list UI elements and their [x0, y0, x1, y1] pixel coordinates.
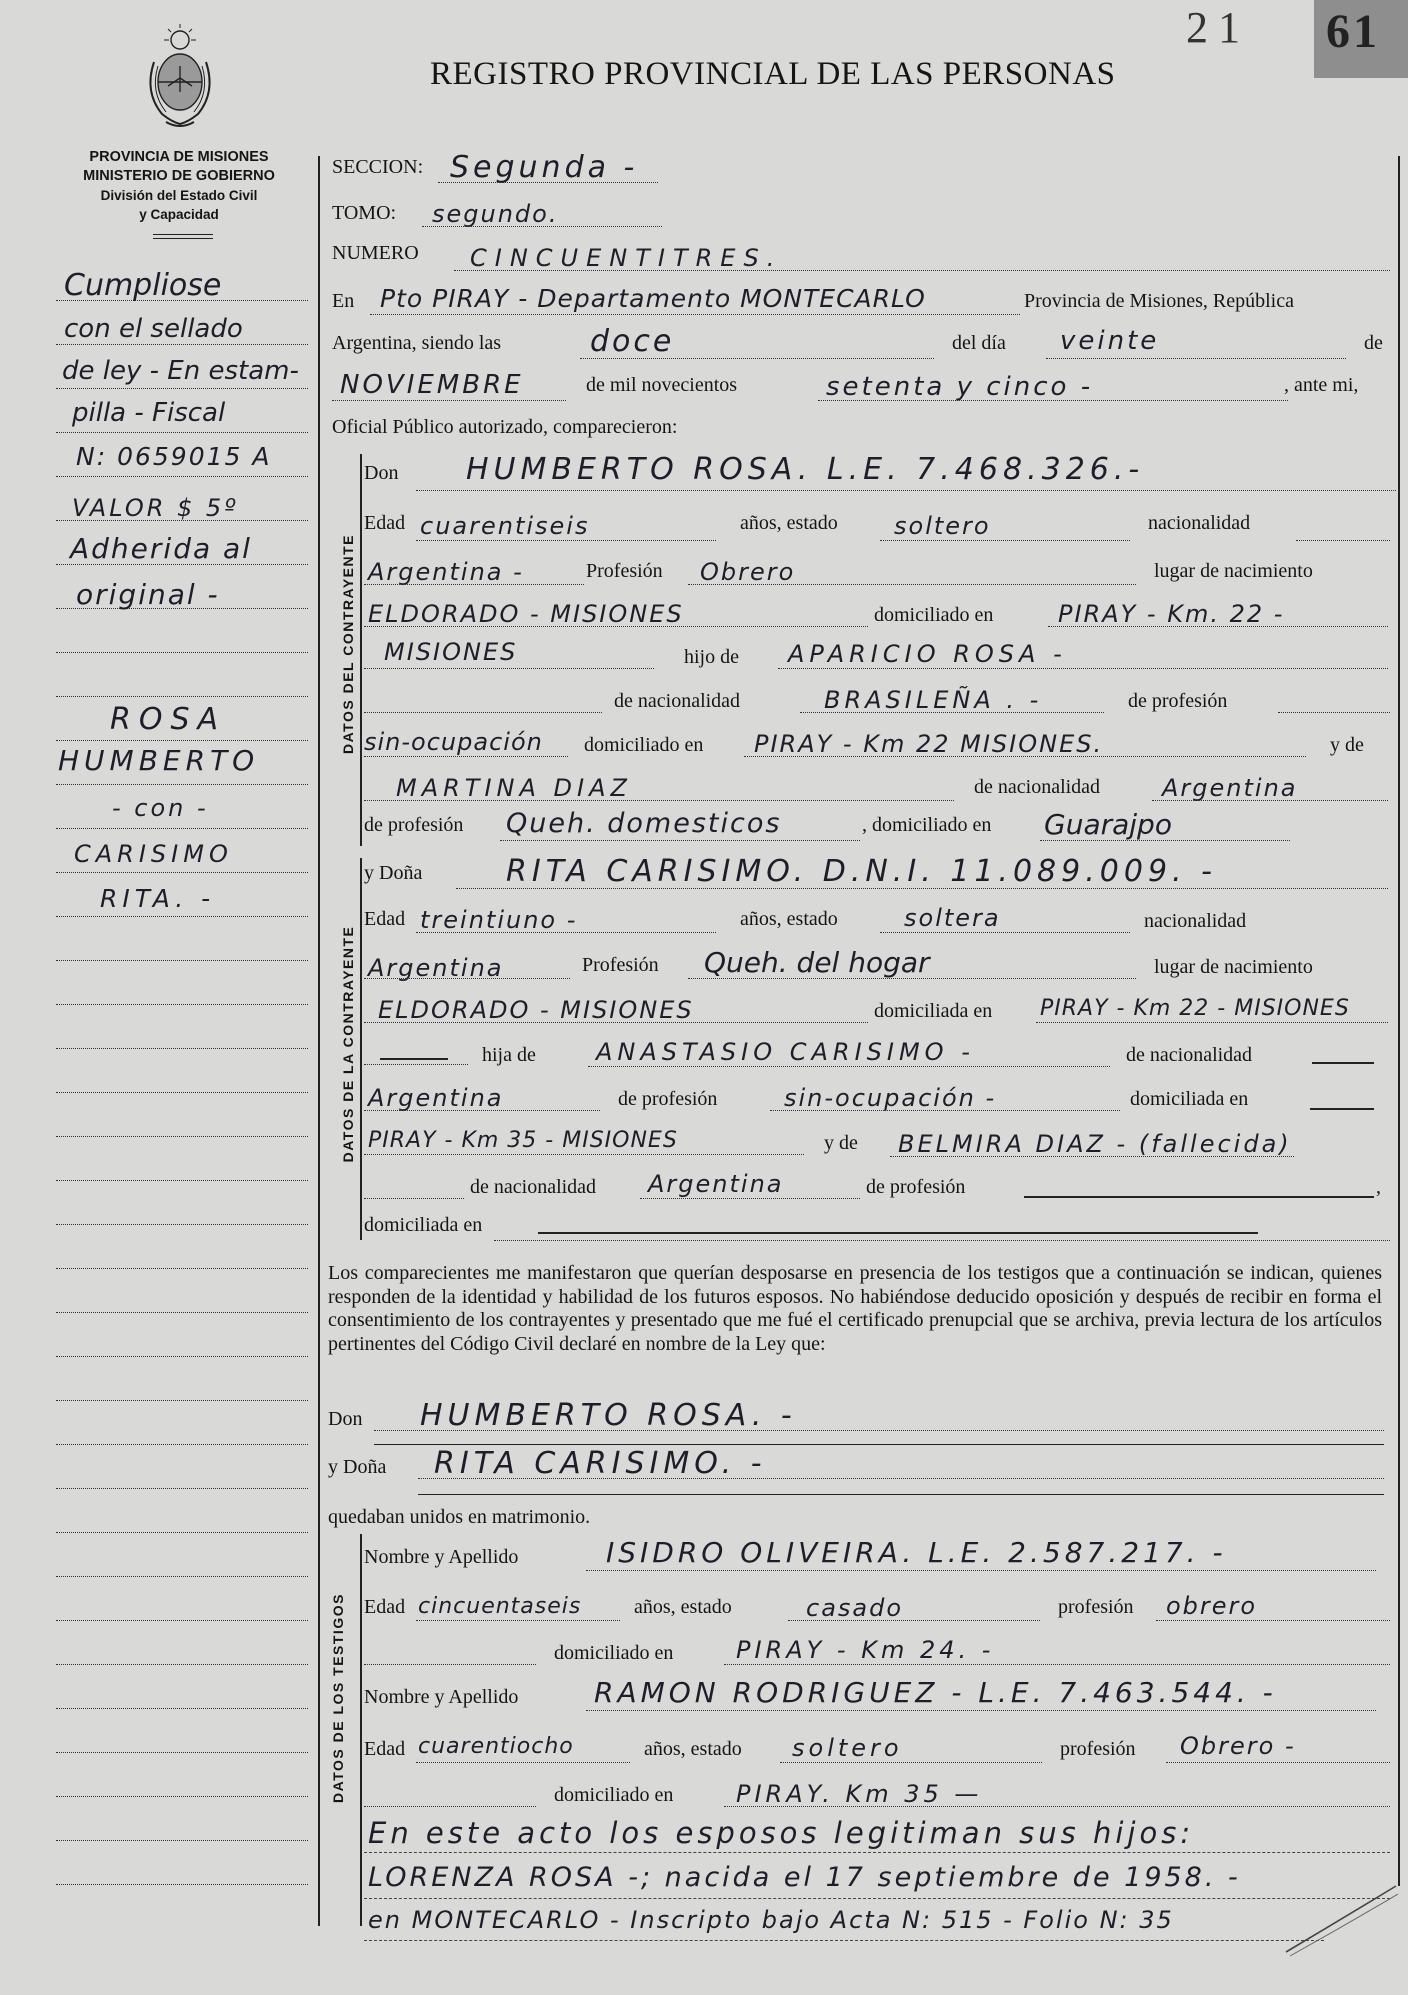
- declaration-text: Los comparecientes me manifestaron que querían desposarse en presencia de los testigos que a continuación se indican, quienes responden de la identidad y habilidad de los futuros esposos. No habiéndose deducido oposición y después de recibir en forma el consentimiento de los contrayentes y presentado que me fué el certificado prenupcial que se archiva, previa lectura de los artículos pertinentes del Código Civil declaré en nombre de la Ley que:: [328, 1262, 1382, 1355]
- anios-label: años, estado: [634, 1596, 732, 1618]
- lugar-value: Pto PIRAY - Departamento MONTECARLO: [380, 284, 926, 313]
- testigo-2-dom: PIRAY. Km 35 —: [736, 1780, 983, 1808]
- contrayenta-edad: treintiuno -: [420, 906, 578, 934]
- contrayenta-domicilio: PIRAY - Km 22 - MISIONES: [1040, 996, 1350, 1021]
- division-name: División del Estado Civil: [100, 188, 258, 203]
- contrayenta-madre: BELMIRA DIAZ - (fallecida): [898, 1130, 1292, 1158]
- profesion-label: Profesión: [582, 954, 659, 976]
- edad-label: Edad: [364, 512, 406, 534]
- contrayenta-padre: ANASTASIO CARISIMO -: [596, 1038, 975, 1066]
- contrayenta-padre-nac: Argentina: [368, 1084, 504, 1112]
- contrayenta-bracket: [360, 858, 362, 1240]
- don-label: Don: [364, 462, 399, 484]
- testigos-side-label: DATOS DE LOS TESTIGOS: [330, 1593, 346, 1803]
- contrayente-domicilio: PIRAY - Km. 22 -: [1058, 600, 1285, 628]
- y-de-label: y de: [1330, 734, 1364, 756]
- testigo-2-edad: cuarentiocho: [418, 1734, 574, 1759]
- don-label: Don: [328, 1408, 363, 1430]
- madre-prof-label: de profesión: [866, 1176, 966, 1198]
- tomo-label: TOMO:: [332, 202, 397, 224]
- dia-value: veinte: [1060, 326, 1160, 356]
- blank-line: [380, 1058, 448, 1060]
- blank-line: [1310, 1108, 1374, 1110]
- esposo-name: HUMBERTO ROSA. -: [420, 1398, 797, 1433]
- margin-note-line: N: 0659015 A: [76, 442, 272, 471]
- right-border: [1398, 156, 1400, 1886]
- profesion-label: profesión: [1060, 1738, 1136, 1760]
- margin-note-line: RITA. -: [100, 884, 216, 913]
- testigo-1-edad: cincuentaseis: [418, 1594, 582, 1619]
- argentina-label: Argentina, siendo las: [332, 332, 502, 354]
- page-number-stamp-text: 61: [1326, 5, 1380, 58]
- seccion-label: SECCION:: [332, 156, 424, 178]
- divider: [153, 234, 213, 235]
- anio-label: de mil novecientos: [586, 374, 738, 396]
- contrayenta-nacionalidad: Argentina: [368, 954, 504, 982]
- domiciliada-label: domiciliada en: [874, 1000, 993, 1022]
- dom-final-label: domiciliada en: [364, 1214, 483, 1236]
- contrayenta-lugar-nac: ELDORADO - MISIONES: [378, 996, 694, 1024]
- nacionalidad-label: nacionalidad: [1144, 910, 1247, 932]
- contrayenta-madre-nac: Argentina: [648, 1170, 784, 1198]
- numero-value: CINCUENTITRES.: [470, 244, 783, 272]
- comma: ,: [1376, 1176, 1381, 1198]
- oficial-label: Oficial Público autorizado, comparecieron:: [332, 416, 678, 438]
- anio-value: setenta y cinco -: [826, 372, 1094, 402]
- esposa-name: RITA CARISIMO. -: [434, 1446, 767, 1481]
- madre-dom-label: , domiciliado en: [862, 814, 992, 836]
- contrayente-madre-prof: Queh. domesticos: [506, 808, 782, 839]
- tomo-value: segundo.: [432, 200, 559, 228]
- division-sub: y Capacidad: [139, 207, 219, 222]
- rule: [374, 1444, 1384, 1445]
- margin-note-line: original -: [76, 578, 220, 611]
- testigo-2-estado: soltero: [792, 1734, 903, 1762]
- testigo-1-name: ISIDRO OLIVEIRA. L.E. 2.587.217. -: [606, 1536, 1227, 1569]
- margin-divider: [318, 156, 320, 1926]
- nacionalidad-label: nacionalidad: [1148, 512, 1251, 534]
- contrayenta-padre-prof: sin-ocupación -: [784, 1084, 997, 1112]
- contrayente-profesion: Obrero: [700, 558, 796, 586]
- contrayente-name: HUMBERTO ROSA. L.E. 7.468.326.-: [466, 452, 1145, 487]
- contrayente-lugar-nac: ELDORADO - MISIONES: [368, 600, 684, 628]
- domiciliado-label: domiciliado en: [554, 1784, 674, 1806]
- madre-prof-label: de profesión: [364, 814, 464, 836]
- unidos-text: quedaban unidos en matrimonio.: [328, 1506, 591, 1528]
- testigo-1-estado: casado: [806, 1594, 904, 1622]
- issuer-block: [50, 148, 308, 224]
- lugar-nac-label: lugar de nacimiento: [1154, 560, 1313, 582]
- domiciliado-label: domiciliado en: [874, 604, 994, 626]
- contrayente-estado: soltero: [894, 512, 991, 540]
- margin-note-line: con el sellado: [64, 314, 243, 344]
- anios-label: años, estado: [740, 512, 838, 534]
- nombre-label: Nombre y Apellido: [364, 1546, 519, 1568]
- margin-note-line: VALOR $ 5º: [72, 494, 239, 522]
- de-prof-label: de profesión: [618, 1088, 718, 1110]
- anios-label: años, estado: [740, 908, 838, 930]
- contrayenta-side-label: DATOS DE LA CONTRAYENTE: [340, 925, 356, 1163]
- rule: [418, 1494, 1384, 1495]
- provincia-label: Provincia de Misiones, República: [1024, 290, 1294, 312]
- blank-line: [1312, 1062, 1374, 1064]
- contrayente-domicilio-2: MISIONES: [384, 638, 518, 666]
- profesion-label: profesión: [1058, 1596, 1134, 1618]
- contrayente-padre-prof: sin-ocupación: [364, 728, 543, 756]
- blank-line: [538, 1232, 1258, 1234]
- margin-note-line: Cumpliose: [64, 268, 222, 303]
- numero-label: NUMERO: [332, 242, 419, 264]
- contrayente-padre-dom: PIRAY - Km 22 MISIONES.: [754, 730, 1104, 758]
- province-name: PROVINCIA DE MISIONES: [89, 149, 269, 165]
- contrayenta-name: RITA CARISIMO. D.N.I. 11.089.009. -: [506, 854, 1217, 889]
- mes-value: NOVIEMBRE: [340, 370, 524, 400]
- de-label: de: [1364, 332, 1383, 354]
- padre-dom-label: domiciliada en: [1130, 1088, 1249, 1110]
- contrayenta-profesion: Queh. del hogar: [704, 946, 930, 979]
- contrayente-edad: cuarentiseis: [420, 512, 590, 540]
- divider: [153, 238, 213, 239]
- seccion-value: Segunda -: [450, 150, 639, 185]
- madre-nac-label: de nacionalidad: [974, 776, 1101, 798]
- nota-hijo: LORENZA ROSA -; nacida el 17 septiembre de 1958. -: [368, 1862, 1241, 1893]
- contrayenta-padre-dom: PIRAY - Km 35 - MISIONES: [368, 1128, 678, 1153]
- testigos-bracket: [360, 1534, 362, 1926]
- margin-note-line: HUMBERTO: [58, 744, 260, 777]
- profesion-label: Profesión: [586, 560, 663, 582]
- margin-note-line: CARISIMO: [74, 840, 233, 868]
- testigo-1-dom: PIRAY - Km 24. -: [736, 1636, 995, 1664]
- contrayente-padre: APARICIO ROSA -: [788, 640, 1067, 668]
- del-dia-label: del día: [952, 332, 1006, 354]
- nombre-label: Nombre y Apellido: [364, 1686, 519, 1708]
- contrayente-madre: MARTINA DIAZ: [396, 774, 632, 802]
- edad-label: Edad: [364, 908, 406, 930]
- lugar-nac-label: lugar de nacimiento: [1154, 956, 1313, 978]
- edad-label: Edad: [364, 1596, 406, 1618]
- margin-note-line: de ley - En estam-: [62, 356, 299, 386]
- y-de-label: y de: [824, 1132, 858, 1154]
- margin-note-line: ROSA: [110, 702, 227, 737]
- de-nac-label: de nacionalidad: [1126, 1044, 1253, 1066]
- anios-label: años, estado: [644, 1738, 742, 1760]
- testigo-2-name: RAMON RODRIGUEZ - L.E. 7.463.544. -: [594, 1676, 1277, 1709]
- page-title: REGISTRO PROVINCIAL DE LAS PERSONAS: [430, 56, 1116, 92]
- contrayente-padre-nac: BRASILEÑA . -: [824, 686, 1043, 714]
- coat-of-arms-icon: [138, 22, 222, 134]
- hora-value: doce: [590, 324, 675, 359]
- domiciliado-label: domiciliado en: [554, 1642, 674, 1664]
- edad-label: Edad: [364, 1738, 406, 1760]
- ante-label: , ante mi,: [1284, 374, 1359, 396]
- page-number-stamp: [1314, 0, 1408, 78]
- hijo-label: hijo de: [684, 646, 739, 668]
- en-label: En: [332, 290, 355, 312]
- de-nac-label: de nacionalidad: [614, 690, 741, 712]
- blank-line: [1024, 1196, 1374, 1198]
- contrayente-nacionalidad: Argentina -: [368, 558, 524, 586]
- contrayente-side-label: DATOS DEL CONTRAYENTE: [340, 534, 356, 755]
- dona-label: y Doña: [328, 1456, 387, 1478]
- page-number-handwritten: 21: [1186, 3, 1250, 52]
- margin-note-line: Adherida al: [70, 532, 252, 565]
- contrayenta-estado: soltera: [904, 904, 1001, 932]
- de-prof-label: de profesión: [1128, 690, 1228, 712]
- contrayente-bracket: [360, 454, 362, 846]
- testigo-1-profesion: obrero: [1166, 1592, 1258, 1620]
- contrayente-madre-dom: Guarajpo: [1044, 808, 1172, 841]
- nota-legitimacion: En este acto los esposos legitiman sus hijos:: [368, 1816, 1195, 1850]
- testigo-2-profesion: Obrero -: [1180, 1732, 1296, 1760]
- padre-dom-label: domiciliado en: [584, 734, 704, 756]
- dona-label: y Doña: [364, 862, 423, 884]
- madre-nac-label: de nacionalidad: [470, 1176, 597, 1198]
- closing-stroke-icon: [1280, 1880, 1400, 1960]
- nota-inscripcion: en MONTECARLO - Inscripto bajo Acta N: 515 - Folio N: 35: [368, 1906, 1174, 1934]
- margin-note-line: pilla - Fiscal: [72, 398, 226, 428]
- hija-label: hija de: [482, 1044, 536, 1066]
- margin-note-line: - con -: [112, 794, 209, 822]
- contrayente-madre-nac: Argentina: [1162, 774, 1298, 802]
- ministry-name: MINISTERIO DE GOBIERNO: [83, 168, 275, 184]
